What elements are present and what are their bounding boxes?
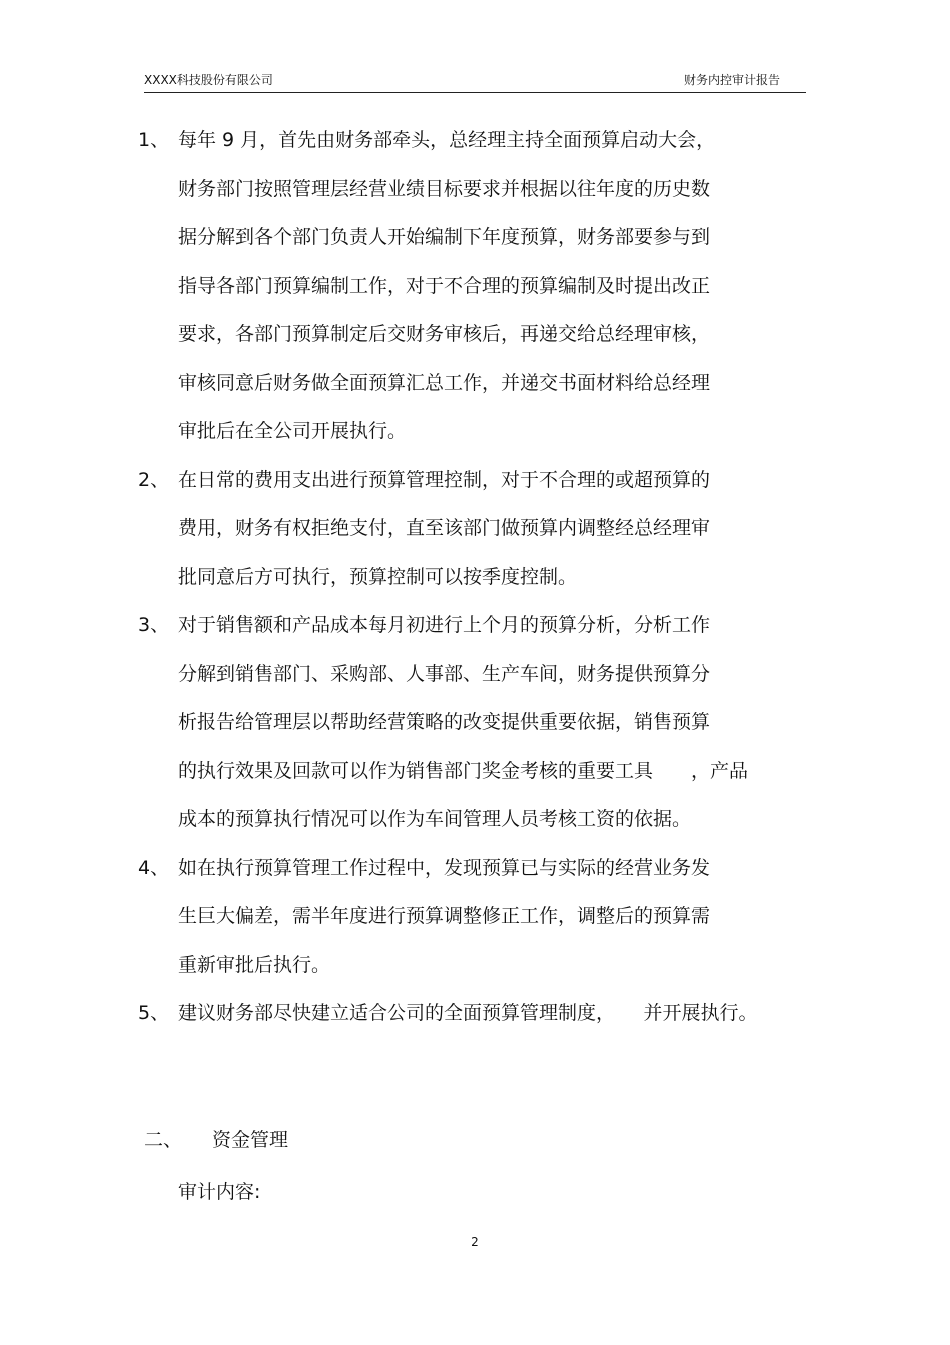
item-number: 1、 [138, 129, 170, 151]
paragraph-line: 成本的预算执行情况可以作为车间管理人员考核工资的依据。 [178, 808, 692, 830]
header-company: XXXX科技股份有限公司 [144, 73, 273, 87]
list-item [138, 611, 818, 854]
page-number: 2 [471, 1235, 479, 1249]
paragraph-line: 建议财务部尽快建立适合公司的全面预算管理制度， 并开展执行。 [178, 1002, 758, 1024]
list-item [138, 466, 818, 612]
paragraph-line: 批同意后方可执行，预算控制可以按季度控制。 [178, 565, 578, 588]
subheading: 审计内容: [178, 1181, 261, 1203]
section-title: 资金管理 [212, 1129, 289, 1151]
body-content [138, 126, 818, 1048]
list-item [138, 126, 818, 466]
item-number: 3、 [138, 614, 170, 636]
paragraph-line: 分解到销售部门、采购部、人事部、生产车间，财务提供预算分 [178, 662, 711, 685]
paragraph-line: 审批后在全公司开展执行。 [178, 420, 407, 442]
paragraph-line: 对于销售额和产品成本每月初进行上个月的预算分析，分析工作 [178, 614, 711, 636]
paragraph-line: 据分解到各个部门负责人开始编制下年度预算，财务部要参与到 [178, 226, 711, 248]
section-heading [144, 1125, 288, 1155]
item-number: 5、 [138, 1002, 170, 1024]
paragraph-line: 指导各部门预算编制工作，对于不合理的预算编制及时提出改正 [178, 274, 711, 297]
page-header [144, 68, 806, 93]
list-item [138, 854, 818, 1000]
section-number: 二、 [144, 1129, 183, 1151]
paragraph-line: 如在执行预算管理工作过程中，发现预算已与实际的经营业务发 [178, 856, 711, 879]
item-number: 2、 [138, 468, 170, 491]
header-doc-title: 财务内控审计报告 [683, 73, 780, 87]
paragraph-line: 要求，各部门预算制定后交财务审核后，再递交给总经理审核， [178, 323, 711, 345]
paragraph-line: 生巨大偏差，需半年度进行预算调整修正工作，调整后的预算需 [178, 905, 711, 927]
item-number: 4、 [138, 856, 170, 879]
paragraph-line: 审核同意后财务做全面预算汇总工作，并递交书面材料给总经理 [178, 371, 711, 394]
paragraph-line: 的执行效果及回款可以作为销售部门奖金考核的重要工具 ，产品 [178, 759, 749, 782]
paragraph-line: 在日常的费用支出进行预算管理控制，对于不合理的或超预算的 [178, 468, 711, 491]
list-item [138, 999, 818, 1048]
paragraph-line: 财务部门按照管理层经营业绩目标要求并根据以往年度的历史数 [178, 177, 711, 200]
paragraph-line: 析报告给管理层以帮助经营策略的改变提供重要依据，销售预算 [178, 711, 711, 733]
paragraph-line: 费用，财务有权拒绝支付，直至该部门做预算内调整经总经理审 [178, 517, 711, 539]
paragraph-line: 每年 9 月，首先由财务部牵头，总经理主持全面预算启动大会， [178, 129, 716, 151]
paragraph-line: 重新审批后执行。 [178, 953, 331, 976]
